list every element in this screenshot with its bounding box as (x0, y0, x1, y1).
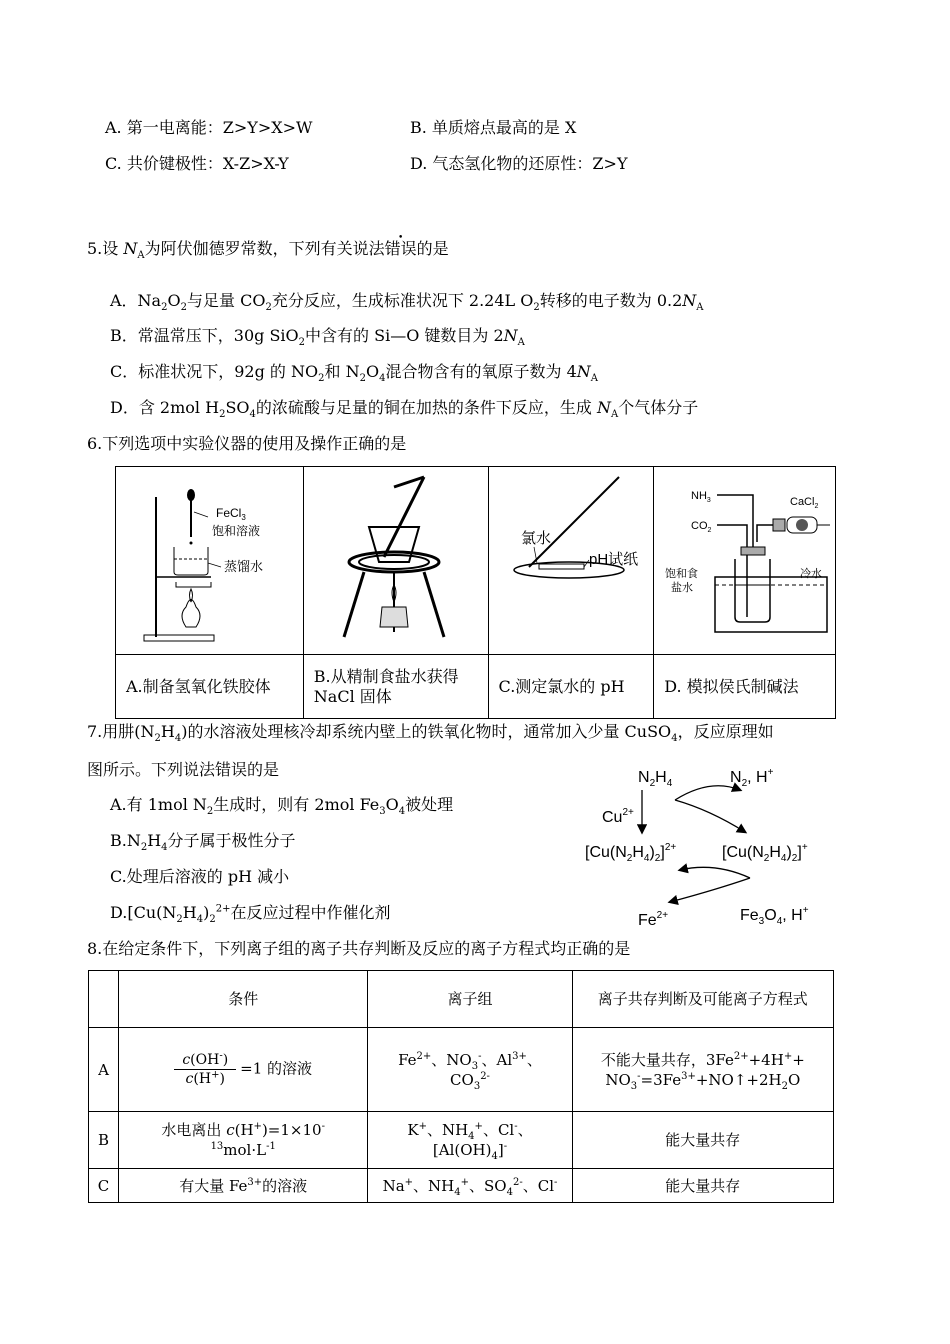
q7-option-d: $D.[Cu(N_2H_4)_2^{2+}$在反应过程中作催化剂 (110, 903, 391, 926)
row-id: A (89, 1028, 119, 1112)
q6-label-d: D. 模拟侯氏制碱法 (654, 655, 836, 719)
q7-option-b: $B.N_2H_4$分子属于极性分子 (110, 831, 296, 854)
row-ions: $Fe^{2+}$、$NO_3^-$、$Al^{3+}$、 $CO_3^{2-}$ (368, 1028, 572, 1112)
fecl3-label: FeCl$_3$ (216, 506, 247, 522)
q8-header-judgment: 离子共存判断及可能离子方程式 (572, 971, 833, 1028)
row-condition: $\frac{c(OH^-)}{c(H^+)}$ =1 的溶液 (119, 1028, 368, 1112)
q6-label-a: A.制备氢氧化铁胶体 (116, 655, 304, 719)
q5-option-b: B．常温常压下，30g SiO$_2$中含有的 Si—O 键数目为 $2N_A$ (110, 326, 525, 349)
q4-option-b: B. 单质熔点最高的是 X (410, 118, 577, 137)
q8-header-ions: 离子组 (368, 971, 572, 1028)
q7-option-a: A.有 1mol $N_2$生成时，则有 2mol $Fe_3O_4$被处理 (110, 795, 454, 818)
nh3-label: $NH_3$ (690, 490, 711, 504)
ph-test-figure (489, 467, 653, 649)
row-id: B (89, 1112, 119, 1169)
q6-figure-a (116, 467, 304, 655)
chlorine-water-label: 氯水 (520, 530, 551, 547)
q7-stem-line1: 7.用肼$(N_2H_4)$的水溶液处理核冷却系统内壁上的铁氧化物时，通常加入少量 CuSO$_4$，反应原理如 (87, 722, 774, 745)
n2h4-label: $N_2H_4$ (638, 769, 673, 789)
q8-header-id (89, 971, 119, 1028)
row-judgment: 能大量共存 (572, 1112, 833, 1169)
q6-figure-c (488, 467, 654, 655)
saturated-brine-label-2: 盐水 (670, 582, 693, 594)
q6-figure-b (303, 467, 488, 655)
q4-option-c: C. 共价键极性：X-Z>X-Y (105, 154, 289, 173)
cold-water-label: 冷水 (799, 568, 822, 580)
q6-figure-d (654, 467, 836, 655)
row-judgment: 能大量共存 (572, 1169, 833, 1203)
oh-h-fraction: $\frac{c(OH^-)}{c(H^+)}$ (174, 1051, 236, 1088)
ph-paper-label: pH试纸 (588, 551, 639, 568)
q5-option-c: C．标准状况下，92g 的 $NO_2$和 $N_2O_4$混合物含有的氧原子数为 $4N_A$ (110, 362, 598, 385)
q8-stem: 8.在给定条件下，下列离子组的离子共存判断及反应的离子方程式均正确的是 (87, 939, 631, 958)
q7-option-c: C.处理后溶液的 pH 减小 (110, 867, 290, 886)
row-ions: Na+、$NH_4^+$、$SO_4^{2-}$、Cl- (368, 1169, 572, 1203)
q5-option-a: A．$Na_2O_2$与足量 $CO_2$充分反应，生成标准状况下 2.24L $O_2$转移的电子数为 $0.2N_A$ (110, 291, 704, 314)
q6-stem: 6.下列选项中实验仪器的使用及操作正确的是 (87, 434, 407, 453)
n2-h-label: $N_2$, H+ (730, 767, 774, 789)
q8-row-a (89, 1028, 834, 1112)
row-condition: 水电离出 c(H+)=1×10- $^{13}mol\cdot L^{-1}$ (119, 1112, 368, 1169)
row-judgment: 不能大量共存，$3Fe^{2+}+4H^++$ $NO_3^-=3Fe^{3+}+NO↑+2H_2O$ (572, 1028, 833, 1112)
saturated-brine-label-1: 饱和食 (664, 568, 698, 580)
saturated-solution-label: 饱和溶液 (212, 524, 261, 538)
cu-complex-left-label: $[Cu(N_2H_4)_2]^{2+}$ (585, 842, 677, 864)
cu-complex-right-label: $[Cu(N_2H_4)_2]^+$ (722, 842, 808, 864)
q8-row-b (89, 1112, 834, 1169)
q6-table (115, 466, 836, 719)
fe2-label: $Fe^{2+}$ (638, 910, 669, 929)
cu2-label: $Cu^{2+}$ (602, 807, 634, 826)
q5-option-d: D．含 2mol $H_2SO_4$的浓硫酸与足量的铜在加热的条件下反应，生成 $N_A$个气体分子 (110, 398, 699, 421)
q8-row-c (89, 1169, 834, 1203)
q8-header-condition: 条件 (119, 971, 368, 1028)
cacl2-label: CaCl$_2$ (789, 496, 818, 510)
row-condition: 有大量 $Fe^{3+}$的溶液 (119, 1169, 368, 1203)
q6-label-b: B.从精制食盐水获得 NaCl 固体 (303, 655, 488, 719)
q4-option-d: D. 气态氢化物的还原性：Z>Y (410, 154, 628, 173)
row-ions: K+、$NH_4^+$、Cl-、 $[Al(OH)_4]^-$ (368, 1112, 572, 1169)
row-id: C (89, 1169, 119, 1203)
hou-soda-apparatus-figure (655, 467, 835, 649)
q5-stem: 5.设 $N_A$为阿伏伽德罗常数，下列有关说法错误的是 (87, 239, 449, 262)
evaporation-apparatus-figure (304, 467, 487, 649)
fe3o4-h-label: $Fe_3O_4$, H+ (740, 905, 809, 927)
co2-label: $CO_2$ (690, 520, 712, 534)
q7-reaction-diagram (580, 760, 840, 935)
distilled-water-label: 蒸馏水 (224, 559, 264, 574)
colloid-apparatus-figure (116, 467, 302, 649)
q8-table (88, 970, 834, 1203)
q7-stem-line2: 图所示。下列说法错误的是 (87, 760, 280, 779)
q6-label-c: C.测定氯水的 pH (488, 655, 654, 719)
q4-option-a: A. 第一电离能：Z>Y>X>W (105, 118, 313, 137)
